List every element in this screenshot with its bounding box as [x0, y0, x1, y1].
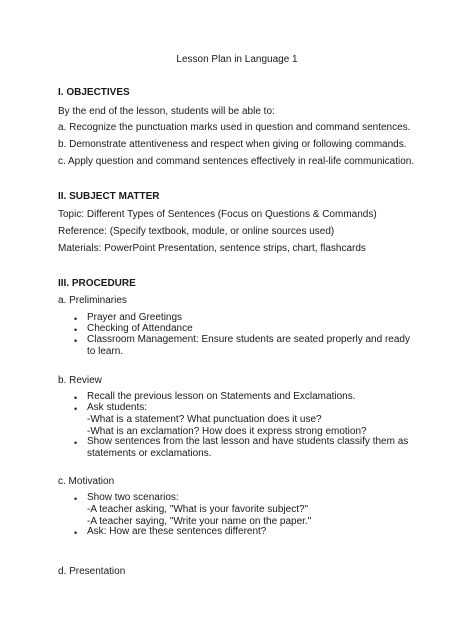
subject-reference: Reference: (Specify textbook, module, or online sources used) — [58, 226, 335, 237]
bullet-marker: • — [74, 393, 78, 403]
subject-topic: Topic: Different Types of Sentences (Focus on Questions & Commands) — [58, 209, 377, 220]
presentation-label: d. Presentation — [58, 566, 126, 577]
review-question-line: -What is a statement? What punctuation does it use? — [87, 414, 322, 425]
review-ask-line: Ask students: — [87, 402, 148, 413]
subject-materials: Materials: PowerPoint Presentation, sentence strips, chart, flashcards — [58, 243, 366, 254]
review-label: b. Review — [58, 375, 102, 386]
preliminaries-item: Checking of Attendance — [87, 323, 193, 334]
objective-item-c: c. Apply question and command sentences effectively in real-life communication. — [58, 156, 415, 167]
document-title: Lesson Plan in Language 1 — [176, 54, 298, 65]
bullet-marker: • — [74, 494, 78, 504]
review-item: Recall the previous lesson on Statements and Exclamations. — [87, 391, 356, 402]
motivation-label: c. Motivation — [58, 476, 115, 487]
motivation-scenario-line: -A teacher asking, "What is your favorite subject?" — [87, 504, 309, 515]
motivation-scenario-line: -A teacher saying, "Write your name on the paper." — [87, 516, 312, 527]
review-item: Show sentences from the last lesson and have students classify them as statements or exclamations. — [87, 436, 409, 459]
motivation-item — [87, 492, 417, 528]
preliminaries-label: a. Preliminaries — [58, 295, 127, 306]
objective-item-b: b. Demonstrate attentiveness and respect when giving or following commands. — [58, 139, 407, 150]
review-question-line: -What is an exclamation? How does it express strong emotion? — [87, 426, 367, 437]
objectives-heading: I. OBJECTIVES — [58, 87, 130, 98]
bullet-marker: • — [74, 438, 78, 448]
bullet-marker: • — [74, 528, 78, 538]
bullet-marker: • — [74, 404, 78, 414]
procedure-heading: III. PROCEDURE — [58, 278, 136, 289]
objective-item-a: a. Recognize the punctuation marks used in question and command sentences. — [58, 122, 411, 133]
preliminaries-item: Classroom Management: Ensure students are seated properly and ready to learn. — [87, 334, 410, 357]
review-item — [87, 402, 417, 438]
motivation-scenarios-line: Show two scenarios: — [87, 492, 179, 503]
objectives-intro: By the end of the lesson, students will be able to: — [58, 106, 275, 117]
bullet-marker: • — [74, 314, 78, 324]
subject-matter-heading: II. SUBJECT MATTER — [58, 191, 160, 202]
bullet-marker: • — [74, 336, 78, 346]
bullet-marker: • — [74, 325, 78, 335]
preliminaries-item: Prayer and Greetings — [87, 312, 183, 323]
motivation-item: Ask: How are these sentences different? — [87, 526, 267, 537]
